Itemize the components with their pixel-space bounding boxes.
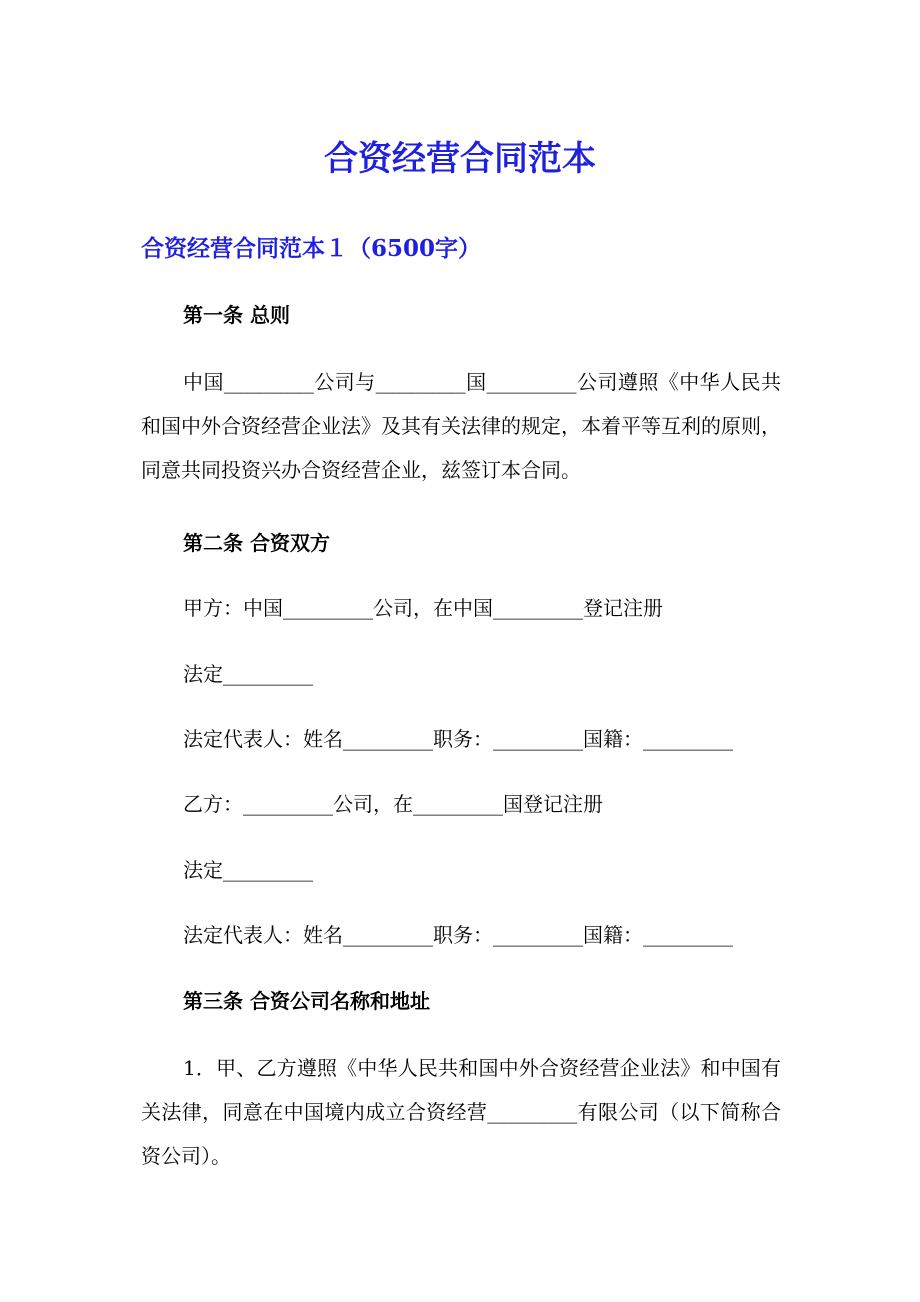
- party-a-line: 甲方：中国_________公司，在中国_________登记注册: [183, 596, 663, 620]
- article-2-heading: 第二条 合资双方: [183, 531, 330, 555]
- section-title: 合资经营合同范本１（6500字）: [141, 235, 482, 262]
- party-a-legal-line: 法定_________: [183, 662, 313, 686]
- article-3-paragraph: 1．甲、乙方遵照《中华人民共和国中外合资经营企业法》和中国有关法律，同意在中国境内成立合资经营_________有限公司（以下简称合资公司）。: [141, 1056, 781, 1168]
- party-b-representative-line: 法定代表人：姓名_________职务：_________国籍：_________: [183, 923, 733, 947]
- article-3-heading: 第三条 合资公司名称和地址: [183, 989, 430, 1013]
- party-b-legal-line: 法定_________: [183, 858, 313, 882]
- article-1-heading: 第一条 总则: [183, 303, 290, 327]
- party-b-line: 乙方：_________公司，在_________国登记注册: [183, 792, 603, 816]
- party-a-representative-line: 法定代表人：姓名_________职务：_________国籍：_________: [183, 727, 733, 751]
- document-title: 合资经营合同范本: [324, 139, 596, 179]
- article-1-paragraph: 中国_________公司与_________国_________公司遵照《中华人民共和国中外合资经营企业法》及其有关法律的规定，本着平等互利的原则，同意共同投资兴办合资经营企业，兹签订本合同。: [141, 370, 781, 482]
